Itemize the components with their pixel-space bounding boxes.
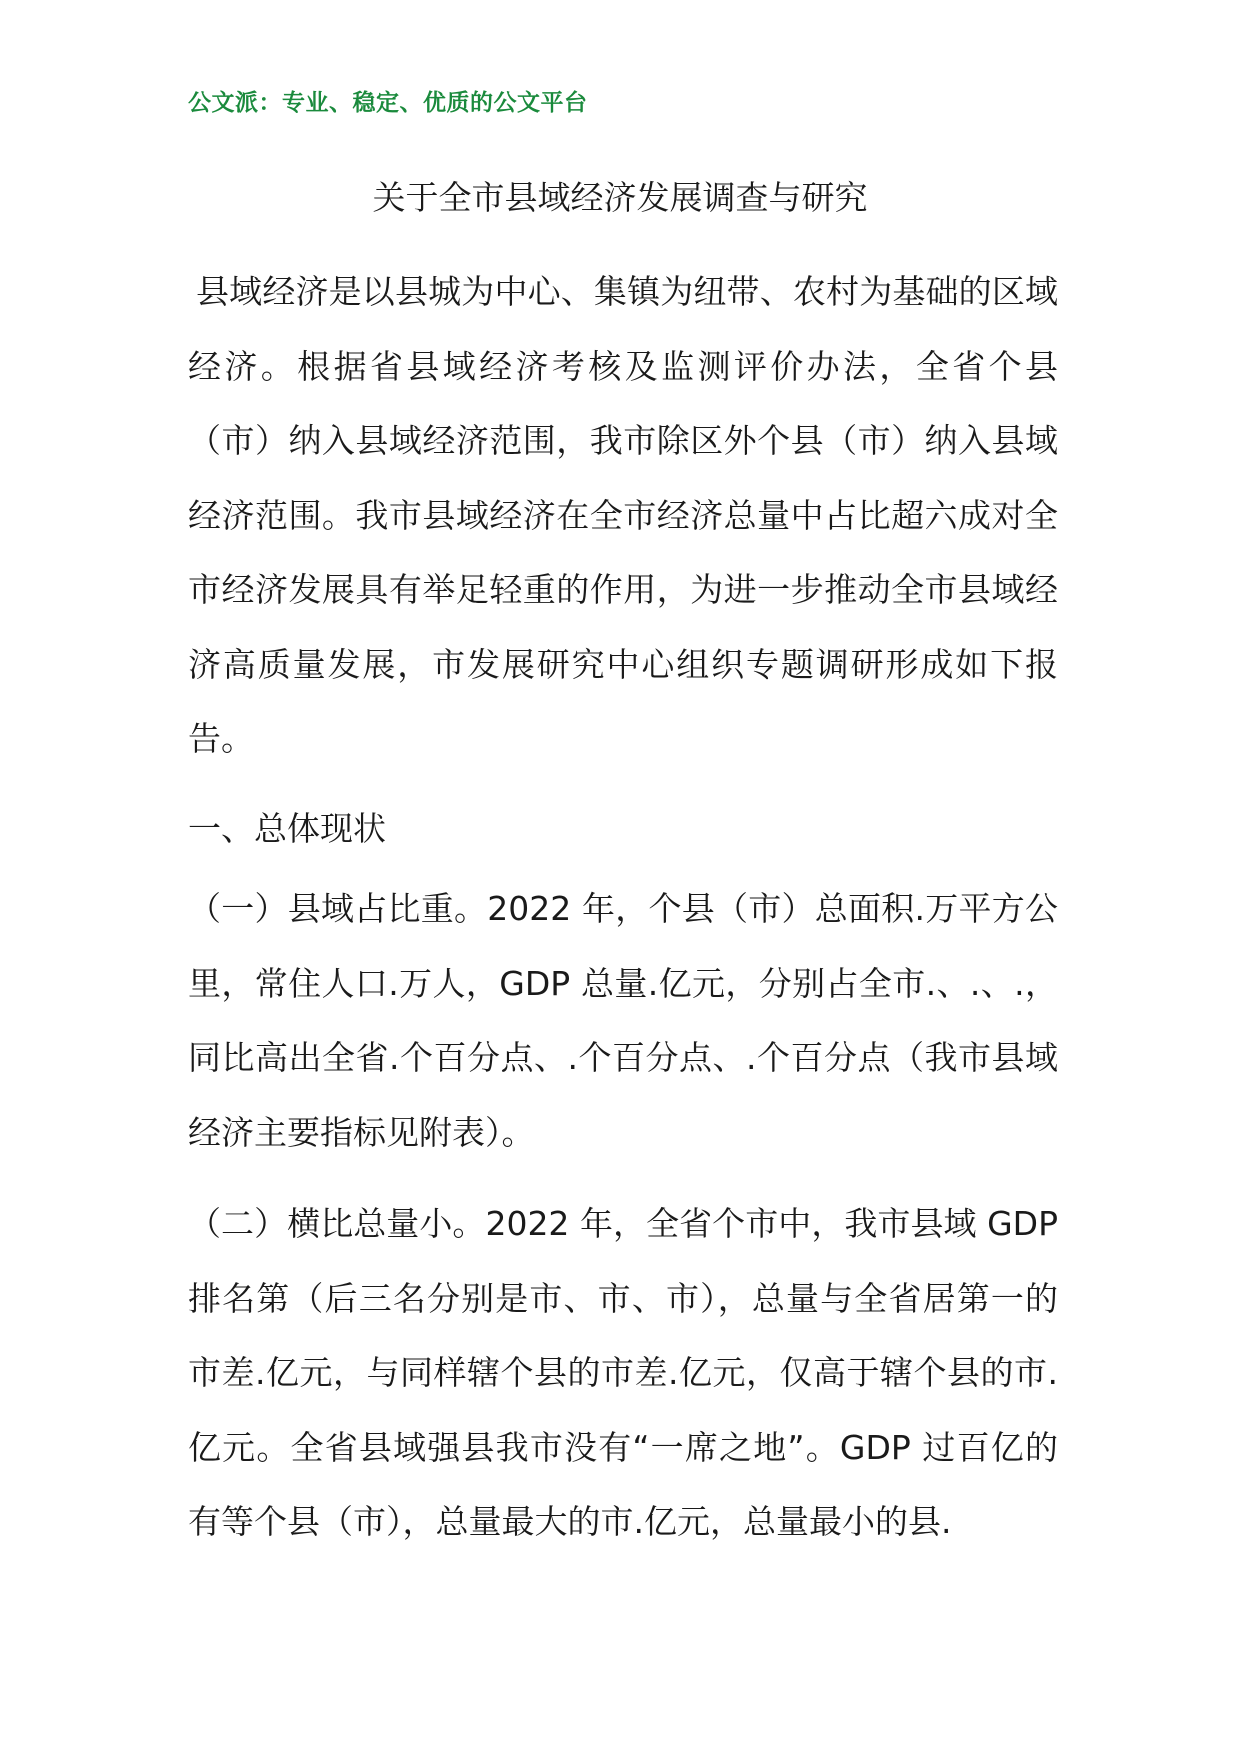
section-heading: 一、总体现状 — [188, 809, 386, 848]
document-title: 关于全市县域经济发展调查与研究 — [372, 178, 868, 217]
body-paragraph: （二）横比总量小。2022 年，全省个市中，我市县域 GDP 排名第（后三名分别是市、市、市），总量与全省居第一的市差.亿元，与同样辖个县的市差.亿元，仅高于辖个县的市.亿元。全省县域强县我市没有“一席之地”。GDP 过百亿的有等个县（市），总量最大的市.亿元，总量最小的县. — [188, 1204, 1058, 1541]
intro-paragraph: 县域经济是以县城为中心、集镇为纽带、农村为基础的区域经济。根据省县域经济考核及监测评价办法，全省个县（市）纳入县域经济范围，我市除区外个县（市）纳入县域经济范围。我市县域经济在全市经济总量中占比超六成对全市经济发展具有举足轻重的作用，为进一步推动全市县域经济高质量发展，市发展研究中心组织专题调研形成如下报告。 — [188, 272, 1058, 758]
brand-header: 公文派：专业、稳定、优质的公文平台 — [188, 90, 588, 116]
body-paragraph: （一）县域占比重。2022 年，个县（市）总面积.万平方公里，常住人口.万人，GDP 总量.亿元，分别占全市.、.、.，同比高出全省.个百分点、.个百分点、.个百分点（我市县域经济主要指标见附表）。 — [188, 889, 1058, 1152]
